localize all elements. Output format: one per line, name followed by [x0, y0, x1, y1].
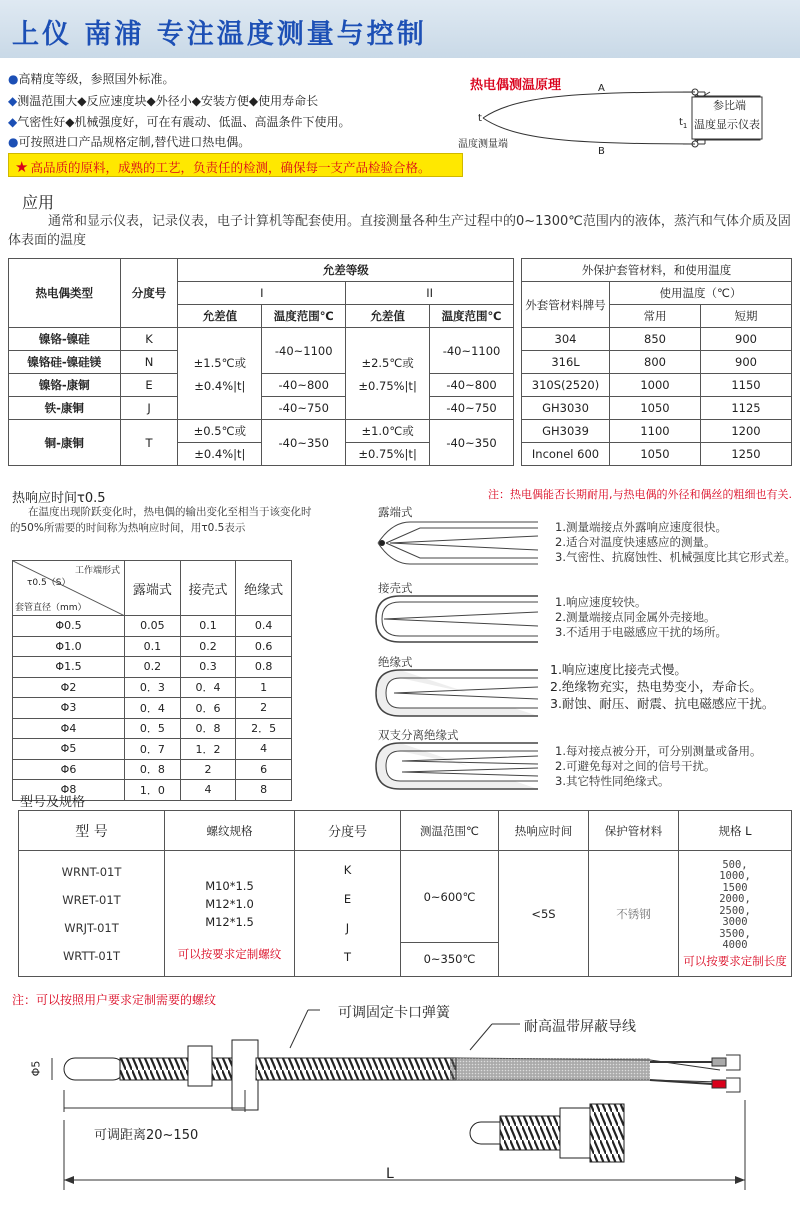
diameter-label: Φ5	[29, 1060, 43, 1077]
junction-grounded-diagram	[370, 592, 540, 647]
instrument-label: 温度显示仪表	[694, 118, 760, 131]
response-desc-1: 在温度出现阶跃变化时，热电偶的输出变化至相当于该变化时	[28, 506, 312, 518]
junction-insulated-label: 绝缘式	[378, 655, 413, 669]
sheath-note: 注：热电偶能否长期耐用,与热电偶的外径和偶丝的粗细也有关.	[488, 488, 792, 501]
sheath-table: 外保护套管材料，和使用温度 外套管材料牌号 使用温度（℃） 常用 短期 304 850 900 316L 800 900 310S(2520) 1000 1150 GH3030 1050 1125 GH3039 1100 1200 Inconel 600 1050 1250	[521, 258, 792, 466]
bullet-1: ●高精度等级，参照国外标准。	[8, 72, 175, 86]
wire-a-label: A	[598, 83, 605, 94]
application-title: 应用	[22, 193, 55, 212]
measure-end-label: 温度测量端	[458, 139, 508, 150]
t-label: t	[478, 113, 482, 124]
model-title: 型号及规格	[20, 795, 86, 810]
star-icon: ★	[15, 158, 29, 176]
principle-title: 热电偶测温原理	[470, 78, 562, 93]
wire-label: 耐高温带屏蔽导线	[524, 1019, 636, 1035]
product-drawing	[0, 1000, 800, 1205]
length-label: L	[386, 1166, 394, 1182]
junction-dual-desc: 1.每对接点被分开，可分别测量或备用。 2.可避免每对之间的信号干扰。 3.其它特性同绝缘式。	[555, 744, 762, 788]
spring-label: 可调固定卡口弹簧	[338, 1005, 450, 1021]
quality-banner: ★ 高品质的原料，成熟的工艺，负责任的检测，确保每一支产品检验合格。	[8, 153, 463, 177]
ref-end-label: 参比端	[713, 99, 746, 112]
junction-exposed-diagram	[370, 516, 540, 571]
junction-dual-label: 双支分离绝缘式	[378, 728, 459, 742]
junction-grounded-label: 接壳式	[378, 581, 413, 595]
response-desc-2: 的50%所需要的时间称为热响应时间，用τ0.5表示	[10, 522, 246, 534]
junction-grounded-desc: 1.响应速度较快。 2.测量端接点同金属外壳接地。 3.不适用于电磁感应干扰的场所。	[555, 595, 727, 639]
wire-b-label: B	[598, 146, 605, 157]
page-title: 上仪 南浦 专注温度测量与控制	[12, 19, 427, 50]
junction-insulated-diagram	[370, 666, 540, 721]
bullet-4: ●可按照进口产品规格定制,替代进口热电偶。	[8, 135, 251, 149]
model-table: 型 号 螺纹规格 分度号 测温范围℃ 热响应时间 保护管材料 规格 L WRNT-01T WRET-01T WRJT-01T WRTT-01T M10*1.5 M12*1.0 M12*1.5 可以按要求定制螺纹 K E J T 0~600℃ 0~350℃ <5S 不锈钢 500, 1000, 1500 2000, 2500, 3000 3500, 4000 可以按要求定制长度	[18, 810, 792, 977]
junction-exposed-label: 露端式	[378, 505, 413, 519]
application-text: 通常和显示仪表，记录仪表，电子计算机等配套使用。直接测量各种生产过程中的0~1300℃范围内的液体，蒸汽和气体介质及固体表面的温度	[8, 214, 791, 248]
tolerance-table: 热电偶类型 分度号 允差等级 I II 允差值 温度范围℃ 允差值 温度范围℃ 镍铬-镍硅 K ±1.5℃或 ±0.4%|t| -40~1100 ±2.5℃或 ±0.75%|t| -40~1100 镍铬硅-镍硅镁 N 镍铬-康铜 E -40~800 -40~800 铁-康铜 J -40~750 -40~750 铜-康铜 T ±0.5℃或 -40~350 ±1.0℃或 -40~350 ±0.4%|t| ±0.75%|t|	[8, 258, 514, 466]
junction-exposed-desc: 1.测量端接点外露响应速度很快。 2.适合对温度快速感应的测量。 3.气密性、抗腐蚀性、机械强度比其它形式差。	[555, 520, 796, 564]
bullet-3: ◆气密性好◆机械强度好，可在有震动、低温、高温条件下使用。	[8, 115, 351, 129]
adjust-distance-label: 可调距离20~150	[94, 1128, 199, 1143]
model-note: 注：可以按照用户要求定制需要的螺纹	[12, 993, 217, 1007]
bullet-2: ◆测温范围大◆反应速度块◆外径小◆安装方便◆使用寿命长	[8, 94, 319, 108]
response-title: 热响应时间τ0.5	[12, 491, 106, 506]
t1-label: $t_1$	[679, 117, 688, 130]
response-table: 工作端形式 τ0.5（S） 套管直径（mm） 露端式 接壳式 绝缘式 Φ0.5 0.05 0.1 0.4 Φ1.0 0.1 0.2 0.6 Φ1.5 0.2 0.3 0.8 Φ2 0．3 0．4 1 Φ3 0．4 0．6 2 Φ4 0．5 0．8 2．5 Φ5 0．7 1．2 4 Φ6 0．8 2 6 Φ8 1．0 4 8	[12, 560, 292, 801]
junction-insulated-desc: 1.响应速度比接壳式慢。 2.绝缘物充实，热电势变小，寿命长。 3.耐蚀、耐压、耐震、抗电磁感应干扰。	[550, 662, 775, 711]
junction-dual-diagram	[370, 739, 540, 794]
